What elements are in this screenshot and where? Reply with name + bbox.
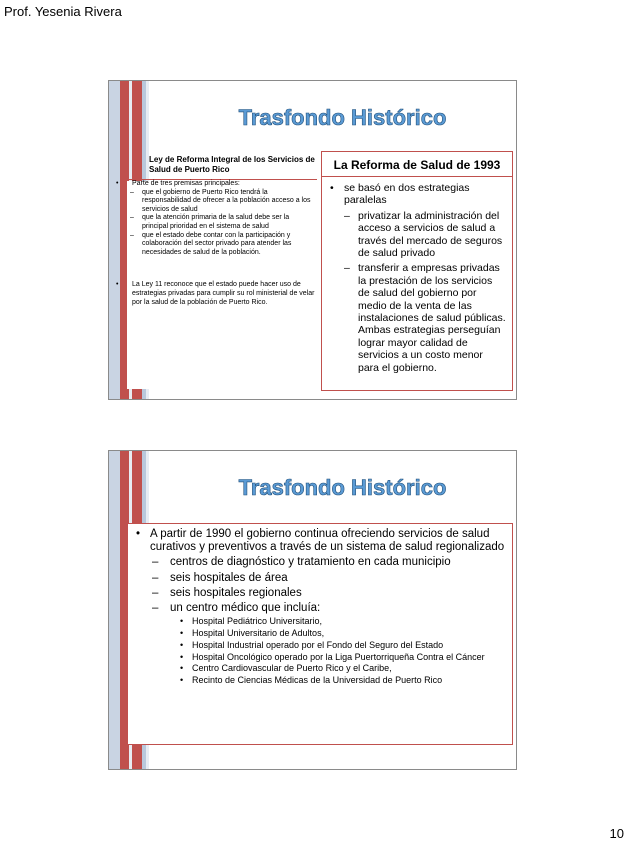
hospital-item-1: • Hospital Pediátrico Universitario, [134,616,506,627]
regional-dash-3: – seis hospitales regionales [134,587,506,600]
slide-2 [108,450,517,770]
reform-bullet-1: • se basó en dos estrategias paralelas [328,182,506,207]
regional-dash-2: – seis hospitales de área [134,572,506,585]
hospital-item-6: • Recinto de Ciencias Médicas de la Universidad de Puerto Rico [134,675,506,686]
slide-title: Trasfondo Histórico [238,105,447,130]
law-content [116,180,316,307]
law-dash-3: – que el estado debe contar con la participación y colaboración del sector privado para atender las necesidades de salud de la población. [116,232,316,258]
header-author: Prof. Yesenia Rivera [4,4,122,19]
regional-dash-1: – centros de diagnóstico y tratamiento en cada municipio [134,556,506,569]
slide-title: Trasfondo Histórico [238,475,447,500]
regional-dash-4: – un centro médico que incluía: [134,602,506,615]
law-bullet-2: • La Ley 11 reconoce que el estado puede hacer uso de estrategias privadas para cumplir su rol ministerial de velar por la salud de la población de Puerto Rico. [116,281,316,307]
hospital-item-2: • Hospital Universitario de Adultos, [134,628,506,639]
page-number: 10 [609,826,624,841]
reform-rule [322,176,512,177]
hospital-item-5: • Centro Cardiovascular de Puerto Rico y el Caribe, [134,663,506,674]
law-dash-2: – que la atención primaria de la salud debe ser la principal prioridad en el sistema de salud [116,214,316,231]
hospital-item-4: • Hospital Oncológico operado por la Liga Puertorriqueña Contra el Cáncer [134,652,506,663]
regional-box [127,523,513,745]
law-dash-1: – que el gobierno de Puerto Rico tendrá la responsabilidad de ofrecer a la población acceso a los servicios de salud [116,189,316,215]
reform-heading: La Reforma de Salud de 1993 [333,158,501,172]
reform-dash-2: – transferir a empresas privadas la prestación de los servicios de salud del gobierno por medio de la venta de las instalaciones de salud públicas. Ambas estrategias perseguían lograr mayor calidad de servicios a un costo menor para el gobierno. [328,262,506,374]
regional-bullet-1: • A partir de 1990 el gobierno continua ofreciendo servicios de salud curativos y preventivos a través de un sistema de salud regionalizado [134,528,506,554]
law-bullet-1: • Parte de tres premisas principales: [116,180,316,189]
reform-list [328,182,506,374]
regional-list [134,528,506,686]
law-heading: Ley de Reforma Integral de los Servicios de Salud de Puerto Rico [149,155,315,174]
hospital-item-3: • Hospital Industrial operado por el Fondo del Seguro del Estado [134,640,506,651]
reform-box [321,151,513,391]
reform-dash-1: – privatizar la administración del acceso a servicios de salud a través del mercado de seguros de salud privado [328,210,506,260]
